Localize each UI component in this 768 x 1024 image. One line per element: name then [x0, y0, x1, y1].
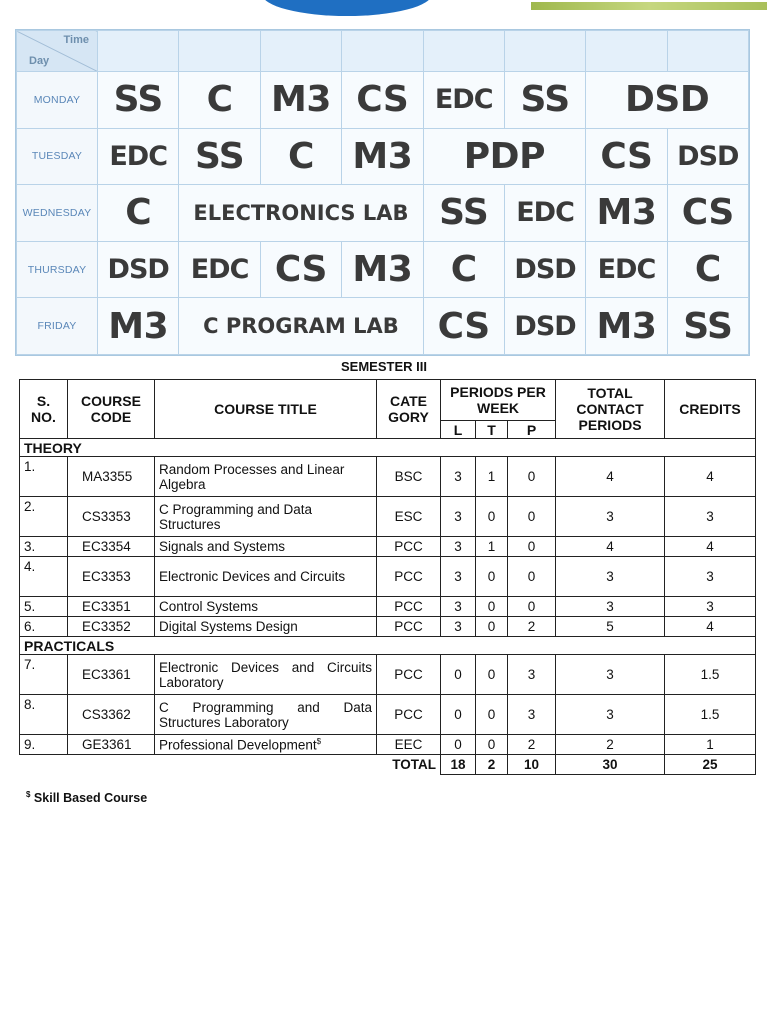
timetable-subject-cell: SS — [179, 128, 260, 185]
day-label: FRIDAY — [17, 298, 98, 355]
course-row — [20, 617, 756, 637]
timetable-subject-cell: M3 — [342, 241, 423, 298]
lecture-periods: 3 — [441, 557, 476, 597]
period-header-cell — [586, 31, 667, 72]
timetable-subject-cell: CS — [667, 185, 748, 242]
tutorial-periods: 0 — [476, 695, 508, 735]
category: PCC — [377, 655, 441, 695]
practical-periods: 2 — [508, 735, 556, 755]
course-title-text: Electronic Devices and Circuits Laboratory — [159, 659, 372, 690]
contact-periods: 3 — [556, 497, 665, 537]
category: PCC — [377, 557, 441, 597]
lecture-periods: 3 — [441, 617, 476, 637]
timetable-subject-cell: C — [423, 241, 504, 298]
footnote — [26, 790, 147, 805]
course-title — [155, 457, 377, 497]
timetable-subject-cell: C — [179, 72, 260, 129]
timetable-subject-cell: M3 — [586, 298, 667, 355]
credits: 3 — [665, 557, 756, 597]
course-title — [155, 617, 377, 637]
tutorial-periods: 0 — [476, 655, 508, 695]
course-row — [20, 537, 756, 557]
contact-periods: 4 — [556, 537, 665, 557]
course-title-mark: $ — [316, 736, 322, 746]
practical-periods: 0 — [508, 557, 556, 597]
day-label: MONDAY — [17, 72, 98, 129]
serial-number: 8. — [20, 695, 68, 735]
timetable-subject-cell: SS — [667, 298, 748, 355]
course-row — [20, 597, 756, 617]
course-row — [20, 655, 756, 695]
course-code: EC3353 — [68, 557, 155, 597]
course-title — [155, 557, 377, 597]
timetable-subject-cell: C — [260, 128, 341, 185]
course-code: GE3361 — [68, 735, 155, 755]
serial-number: 2. — [20, 497, 68, 537]
course-code: EC3351 — [68, 597, 155, 617]
course-title-text: Random Processes and Linear Algebra — [159, 461, 345, 492]
credits: 1.5 — [665, 655, 756, 695]
total-credits: 25 — [665, 755, 756, 775]
category: BSC — [377, 457, 441, 497]
header-green-strip — [531, 2, 767, 10]
semester-course-table — [19, 379, 755, 775]
tutorial-periods: 1 — [476, 457, 508, 497]
timetable-subject-cell: M3 — [98, 298, 179, 355]
practical-periods: 3 — [508, 655, 556, 695]
semester-title: SEMESTER III — [341, 359, 427, 374]
course-title-text: Signals and Systems — [159, 539, 286, 554]
contact-periods: 2 — [556, 735, 665, 755]
practical-periods: 3 — [508, 695, 556, 735]
serial-number: 4. — [20, 557, 68, 597]
timetable-subject-cell: C — [667, 241, 748, 298]
total-contact: 30 — [556, 755, 665, 775]
practical-periods: 2 — [508, 617, 556, 637]
header-sno: S. NO. — [20, 380, 68, 439]
timetable-subject-cell: EDC — [179, 241, 260, 298]
practical-periods: 0 — [508, 457, 556, 497]
period-header-cell — [342, 31, 423, 72]
weekly-timetable — [15, 29, 750, 356]
timetable-subject-cell: M3 — [342, 128, 423, 185]
total-t: 2 — [476, 755, 508, 775]
lecture-periods: 3 — [441, 597, 476, 617]
timetable-subject-cell: EDC — [423, 72, 504, 129]
category: EEC — [377, 735, 441, 755]
course-title — [155, 497, 377, 537]
total-label: TOTAL — [20, 755, 441, 775]
timetable-corner-cell — [17, 31, 98, 72]
course-code: EC3361 — [68, 655, 155, 695]
period-header-cell — [504, 31, 585, 72]
tutorial-periods: 0 — [476, 557, 508, 597]
day-label: THURSDAY — [17, 241, 98, 298]
timetable-subject-cell: C — [98, 185, 179, 242]
course-title — [155, 735, 377, 755]
tutorial-periods: 0 — [476, 735, 508, 755]
contact-periods: 3 — [556, 655, 665, 695]
course-row — [20, 497, 756, 537]
course-title-text: C Programming and Data Structures Laboratory — [159, 699, 372, 730]
timetable-subject-cell: DSD — [98, 241, 179, 298]
timetable-header-row — [17, 31, 749, 72]
course-row — [20, 457, 756, 497]
timetable-subject-cell: C PROGRAM LAB — [179, 298, 423, 355]
practical-periods: 0 — [508, 597, 556, 617]
section-row — [20, 439, 756, 457]
credits: 1 — [665, 735, 756, 755]
credits: 4 — [665, 457, 756, 497]
timetable-subject-cell: DSD — [667, 128, 748, 185]
course-title-text: C Programming and Data Structures — [159, 501, 313, 532]
timetable-subject-cell: DSD — [504, 298, 585, 355]
day-label: TUESDAY — [17, 128, 98, 185]
course-row — [20, 735, 756, 755]
total-p: 10 — [508, 755, 556, 775]
tutorial-periods: 0 — [476, 597, 508, 617]
practical-periods: 0 — [508, 497, 556, 537]
timetable-row-tuesday — [17, 128, 749, 185]
category: PCC — [377, 537, 441, 557]
contact-periods: 3 — [556, 695, 665, 735]
serial-number: 5. — [20, 597, 68, 617]
header-l: L — [441, 421, 476, 439]
timetable-subject-cell: EDC — [504, 185, 585, 242]
timetable-subject-cell: CS — [342, 72, 423, 129]
lecture-periods: 0 — [441, 695, 476, 735]
category: PCC — [377, 695, 441, 735]
timetable-row-friday — [17, 298, 749, 355]
timetable-subject-cell: SS — [504, 72, 585, 129]
header-category: CATE GORY — [377, 380, 441, 439]
credits: 4 — [665, 537, 756, 557]
period-header-cell — [179, 31, 260, 72]
timetable-subject-cell: CS — [423, 298, 504, 355]
period-header-cell — [98, 31, 179, 72]
lecture-periods: 3 — [441, 497, 476, 537]
course-title-text: Professional Development — [159, 737, 317, 753]
timetable-subject-cell: EDC — [586, 241, 667, 298]
header-periods-per-week: PERIODS PER WEEK — [441, 380, 556, 421]
period-header-cell — [423, 31, 504, 72]
header-banner-shape — [262, 0, 432, 16]
contact-periods: 3 — [556, 597, 665, 617]
lecture-periods: 3 — [441, 537, 476, 557]
tutorial-periods: 0 — [476, 617, 508, 637]
practical-periods: 0 — [508, 537, 556, 557]
credits: 1.5 — [665, 695, 756, 735]
section-row — [20, 637, 756, 655]
timetable-subject-cell: M3 — [260, 72, 341, 129]
serial-number: 6. — [20, 617, 68, 637]
serial-number: 7. — [20, 655, 68, 695]
timetable-subject-cell: DSD — [586, 72, 749, 129]
course-title-text: Electronic Devices and Circuits — [159, 569, 346, 584]
course-title — [155, 597, 377, 617]
category: PCC — [377, 617, 441, 637]
contact-periods: 5 — [556, 617, 665, 637]
timetable-row-wednesday — [17, 185, 749, 242]
course-title — [155, 655, 377, 695]
header-credits: CREDITS — [665, 380, 756, 439]
timetable-subject-cell: ELECTRONICS LAB — [179, 185, 423, 242]
timetable-subject-cell: SS — [98, 72, 179, 129]
header-total-contact-periods: TOTAL CONTACT PERIODS — [556, 380, 665, 439]
contact-periods: 4 — [556, 457, 665, 497]
corner-day-label: Day — [29, 55, 50, 67]
day-label: WEDNESDAY — [17, 185, 98, 242]
total-row — [20, 755, 756, 775]
section-label: THEORY — [20, 439, 756, 457]
serial-number: 9. — [20, 735, 68, 755]
timetable-subject-cell: EDC — [98, 128, 179, 185]
header-p: P — [508, 421, 556, 439]
credits: 3 — [665, 597, 756, 617]
course-code: CS3353 — [68, 497, 155, 537]
header-t: T — [476, 421, 508, 439]
course-title-text: Control Systems — [159, 599, 259, 614]
lecture-periods: 0 — [441, 735, 476, 755]
serial-number: 1. — [20, 457, 68, 497]
category: ESC — [377, 497, 441, 537]
course-code: MA3355 — [68, 457, 155, 497]
course-title — [155, 537, 377, 557]
course-title-text: Digital Systems Design — [159, 619, 298, 634]
timetable-subject-cell: DSD — [504, 241, 585, 298]
timetable-row-thursday — [17, 241, 749, 298]
lecture-periods: 3 — [441, 457, 476, 497]
timetable-subject-cell: CS — [586, 128, 667, 185]
timetable-subject-cell: M3 — [586, 185, 667, 242]
course-code: EC3352 — [68, 617, 155, 637]
course-row — [20, 695, 756, 735]
corner-time-label: Time — [63, 34, 89, 46]
timetable-subject-cell: SS — [423, 185, 504, 242]
course-row — [20, 557, 756, 597]
tutorial-periods: 1 — [476, 537, 508, 557]
period-header-cell — [667, 31, 748, 72]
section-label: PRACTICALS — [20, 637, 756, 655]
timetable-subject-cell: PDP — [423, 128, 586, 185]
serial-number: 3. — [20, 537, 68, 557]
tutorial-periods: 0 — [476, 497, 508, 537]
course-title — [155, 695, 377, 735]
timetable-subject-cell: CS — [260, 241, 341, 298]
course-code: EC3354 — [68, 537, 155, 557]
header-course-title: COURSE TITLE — [155, 380, 377, 439]
credits: 3 — [665, 497, 756, 537]
footnote-text: Skill Based Course — [30, 791, 148, 806]
footnote-mark: $ — [26, 790, 31, 799]
credits: 4 — [665, 617, 756, 637]
lecture-periods: 0 — [441, 655, 476, 695]
timetable-row-monday — [17, 72, 749, 129]
period-header-cell — [260, 31, 341, 72]
total-l: 18 — [441, 755, 476, 775]
course-code: CS3362 — [68, 695, 155, 735]
contact-periods: 3 — [556, 557, 665, 597]
category: PCC — [377, 597, 441, 617]
header-course-code: COURSE CODE — [68, 380, 155, 439]
